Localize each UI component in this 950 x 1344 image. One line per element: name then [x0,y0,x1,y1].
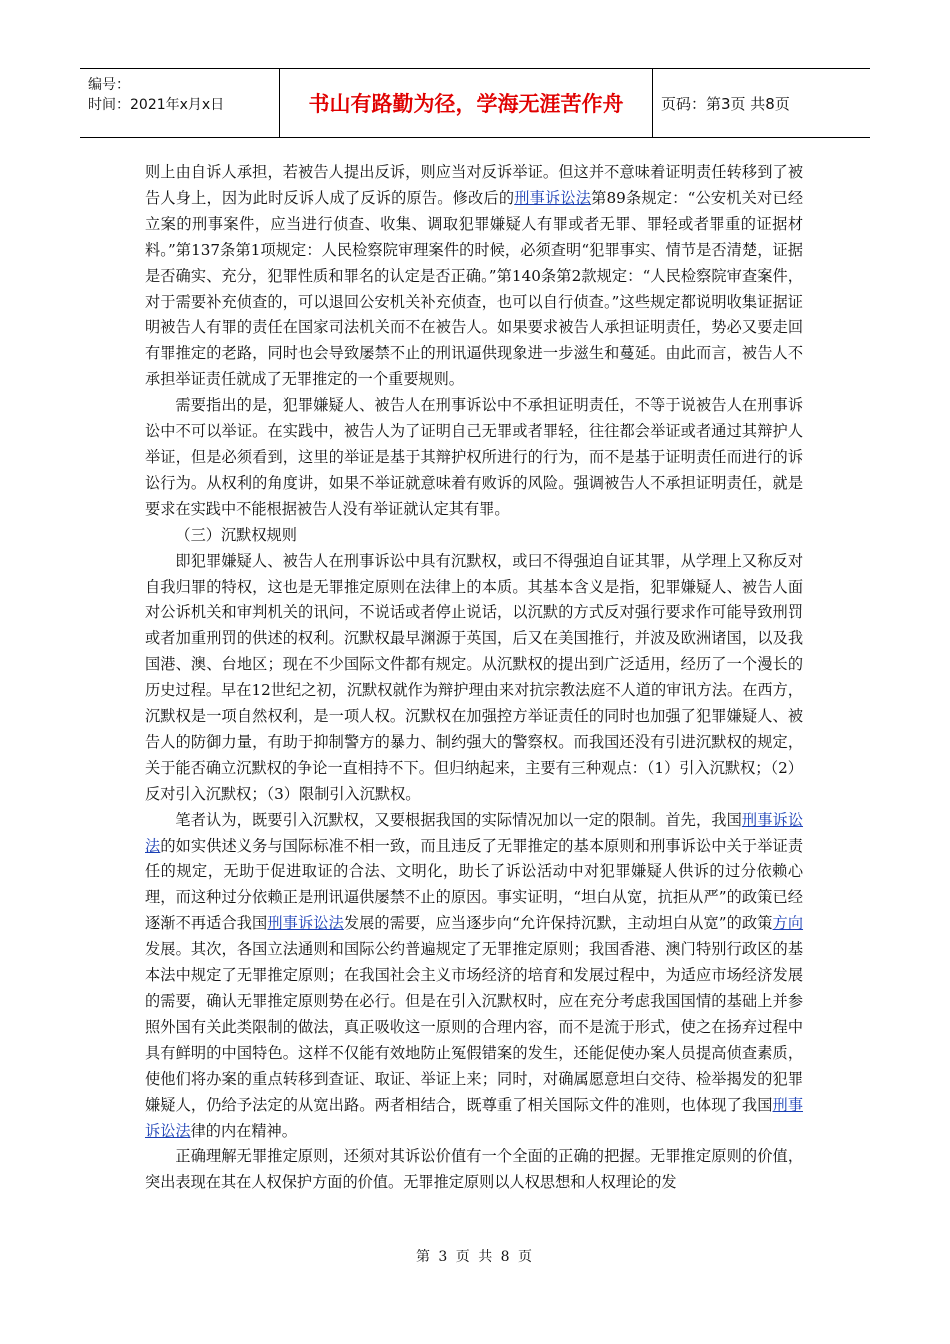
paragraph-text: 则上由自诉人承担，若被告人提出反诉，则应当对反诉举证。但这并不意味着证明责任转移到了被告人身上，因为此时反诉人成了反诉的原告。修改后的 [145,163,803,207]
header-motto: 书山有路勤为径，学海无涯苦作舟 [280,69,653,137]
body-paragraph [145,523,803,549]
paragraph-text: 的如实供述义务与国际标准不相一致，而且违反了无罪推定的基本原则和刑事诉讼中关于举证责任的规定，无助于促进取证的合法、文明化，助长了诉讼活动中对犯罪嫌疑人供诉的过分依赖心理，而这种过分依赖正是刑讯逼供屡禁不止的原因。事实证明，“坦白从宽，抗拒从严”的政策已经逐渐不再适合我国 [145,836,804,933]
statute-link[interactable]: 刑事诉讼法 [145,1095,804,1140]
paragraph-text: 第89条规定：“公安机关对已经立案的刑事案件，应当进行侦查、收集、调取犯罪嫌疑人有罪或者无罪、罪轻或者罪重的证据材料。”第137条第1项规定：人民检察院审理案件的时候，必须查明“犯罪事实、情节是否清楚，证据是否确实、充分，犯罪性质和罪名的认定是否正确。”第140条第2款规定：“人民检察院审查案件，对于需要补充侦查的，可以退回公安机关补充侦查，也可以自行侦查。”这些规定都说明收集证据证明被告人有罪的责任在国家司法机关而不在被告人。如果要求被告人承担证明责任，势必又要走回有罪推定的老路，同时也会导致屡禁不止的刑讯逼供现象进一步滋生和蔓延。由此而言，被告人不承担举证责任就成了无罪推定的一个重要规则。 [145,188,804,389]
statute-link[interactable]: 方向 [772,914,804,933]
paragraph-text: 发展的需要，应当逐步向“允许保持沉默，主动坦白从宽”的政策 [343,914,773,933]
header-page-label: 页码：第3页 共8页 [661,94,790,113]
body-paragraph [145,160,803,393]
paragraph-text: 笔者认为，既要引入沉默权，又要根据我国的实际情况加以一定的限制。首先，我国 [175,810,742,829]
body-paragraph [145,808,803,1145]
statute-link[interactable]: 刑事诉讼法 [514,188,592,207]
document-body [145,160,803,1196]
paragraph-text: （三）沉默权规则 [175,525,297,544]
body-paragraph [145,549,803,808]
document-time-label: 时间：2021年x月x日 [88,97,225,113]
body-paragraph [145,393,803,523]
document-number-label: 编号： [88,77,130,93]
paragraph-text: 即犯罪嫌疑人、被告人在刑事诉讼中具有沉默权，或曰不得强迫自证其罪，从学理上又称反对自我归罪的特权，这也是无罪推定原则在法律上的本质。其基本含义是指，犯罪嫌疑人、被告人面对公诉机关和审判机关的讯问，不说话或者停止说话，以沉默的方式反对强行要求作可能导致刑罚或者加重刑罚的供述的权利。沉默权最早渊源于英国，后又在美国推行，并波及欧洲诸国，以及我国港、澳、台地区；现在不少国际文件都有规定。从沉默权的提出到广泛适用，经历了一个漫长的历史过程。早在12世纪之初，沉默权就作为辩护理由来对抗宗教法庭不人道的审讯方法。在西方，沉默权是一项自然权利，是一项人权。沉默权在加强控方举证责任的同时也加强了犯罪嫌疑人、被告人的防御力量，有助于抑制警方的暴力、制约强大的警察权。而我国还没有引进沉默权的规定，关于能否确立沉默权的争论一直相持不下。但归纳起来，主要有三种观点：（1）引入沉默权；（2）反对引入沉默权；（3）限制引入沉默权。 [145,551,803,803]
body-paragraph [145,1144,803,1196]
page-footer: 第 3 页 共 8 页 [415,1249,535,1265]
header-meta [80,69,280,137]
paragraph-text: 需要指出的是，犯罪嫌疑人、被告人在刑事诉讼中不承担证明责任，不等于说被告人在刑事诉讼中不可以举证。在实践中，被告人为了证明自己无罪或者罪轻，往往都会举证或者通过其辩护人举证，但是必须看到，这里的举证是基于其辩护权所进行的行为，而不是基于证明责任而进行的诉讼行为。从权利的角度讲，如果不举证就意味着有败诉的风险。强调被告人不承担证明责任，就是要求在实践中不能根据被告人没有举证就认定其有罪。 [145,396,803,518]
statute-link[interactable]: 刑事诉讼法 [267,914,344,933]
paragraph-text: 正确理解无罪推定原则，还须对其诉讼价值有一个全面的正确的把握。无罪推定原则的价值，突出表现在其在人权保护方面的价值。无罪推定原则以人权思想和人权理论的发 [145,1147,803,1192]
statute-link[interactable]: 刑事诉讼法 [145,810,804,855]
paragraph-text: 发展。其次，各国立法通则和国际公约普遍规定了无罪推定原则；我国香港、澳门特别行政区的基本法中规定了无罪推定原则；在我国社会主义市场经济的培育和发展过程中，为适应市场经济发展的需要，确认无罪推定原则势在必行。但是在引入沉默权时，应在充分考虑我国国情的基础上并参照外国有关此类限制的做法，真正吸收这一原则的合理内容，而不是流于形式，使之在扬弃过程中具有鲜明的中国特色。这样不仅能有效地防止冤假错案的发生，还能促使办案人员提高侦查素质，使他们将办案的重点转移到查证、取证、举证上来；同时，对确属愿意坦白交待、检举揭发的犯罪嫌疑人，仍给予法定的从宽出路。两者相结合，既尊重了相关国际文件的准则，也体现了我国 [145,940,803,1114]
paragraph-text: 律的内在精神。 [190,1121,297,1140]
page-header [80,68,870,138]
